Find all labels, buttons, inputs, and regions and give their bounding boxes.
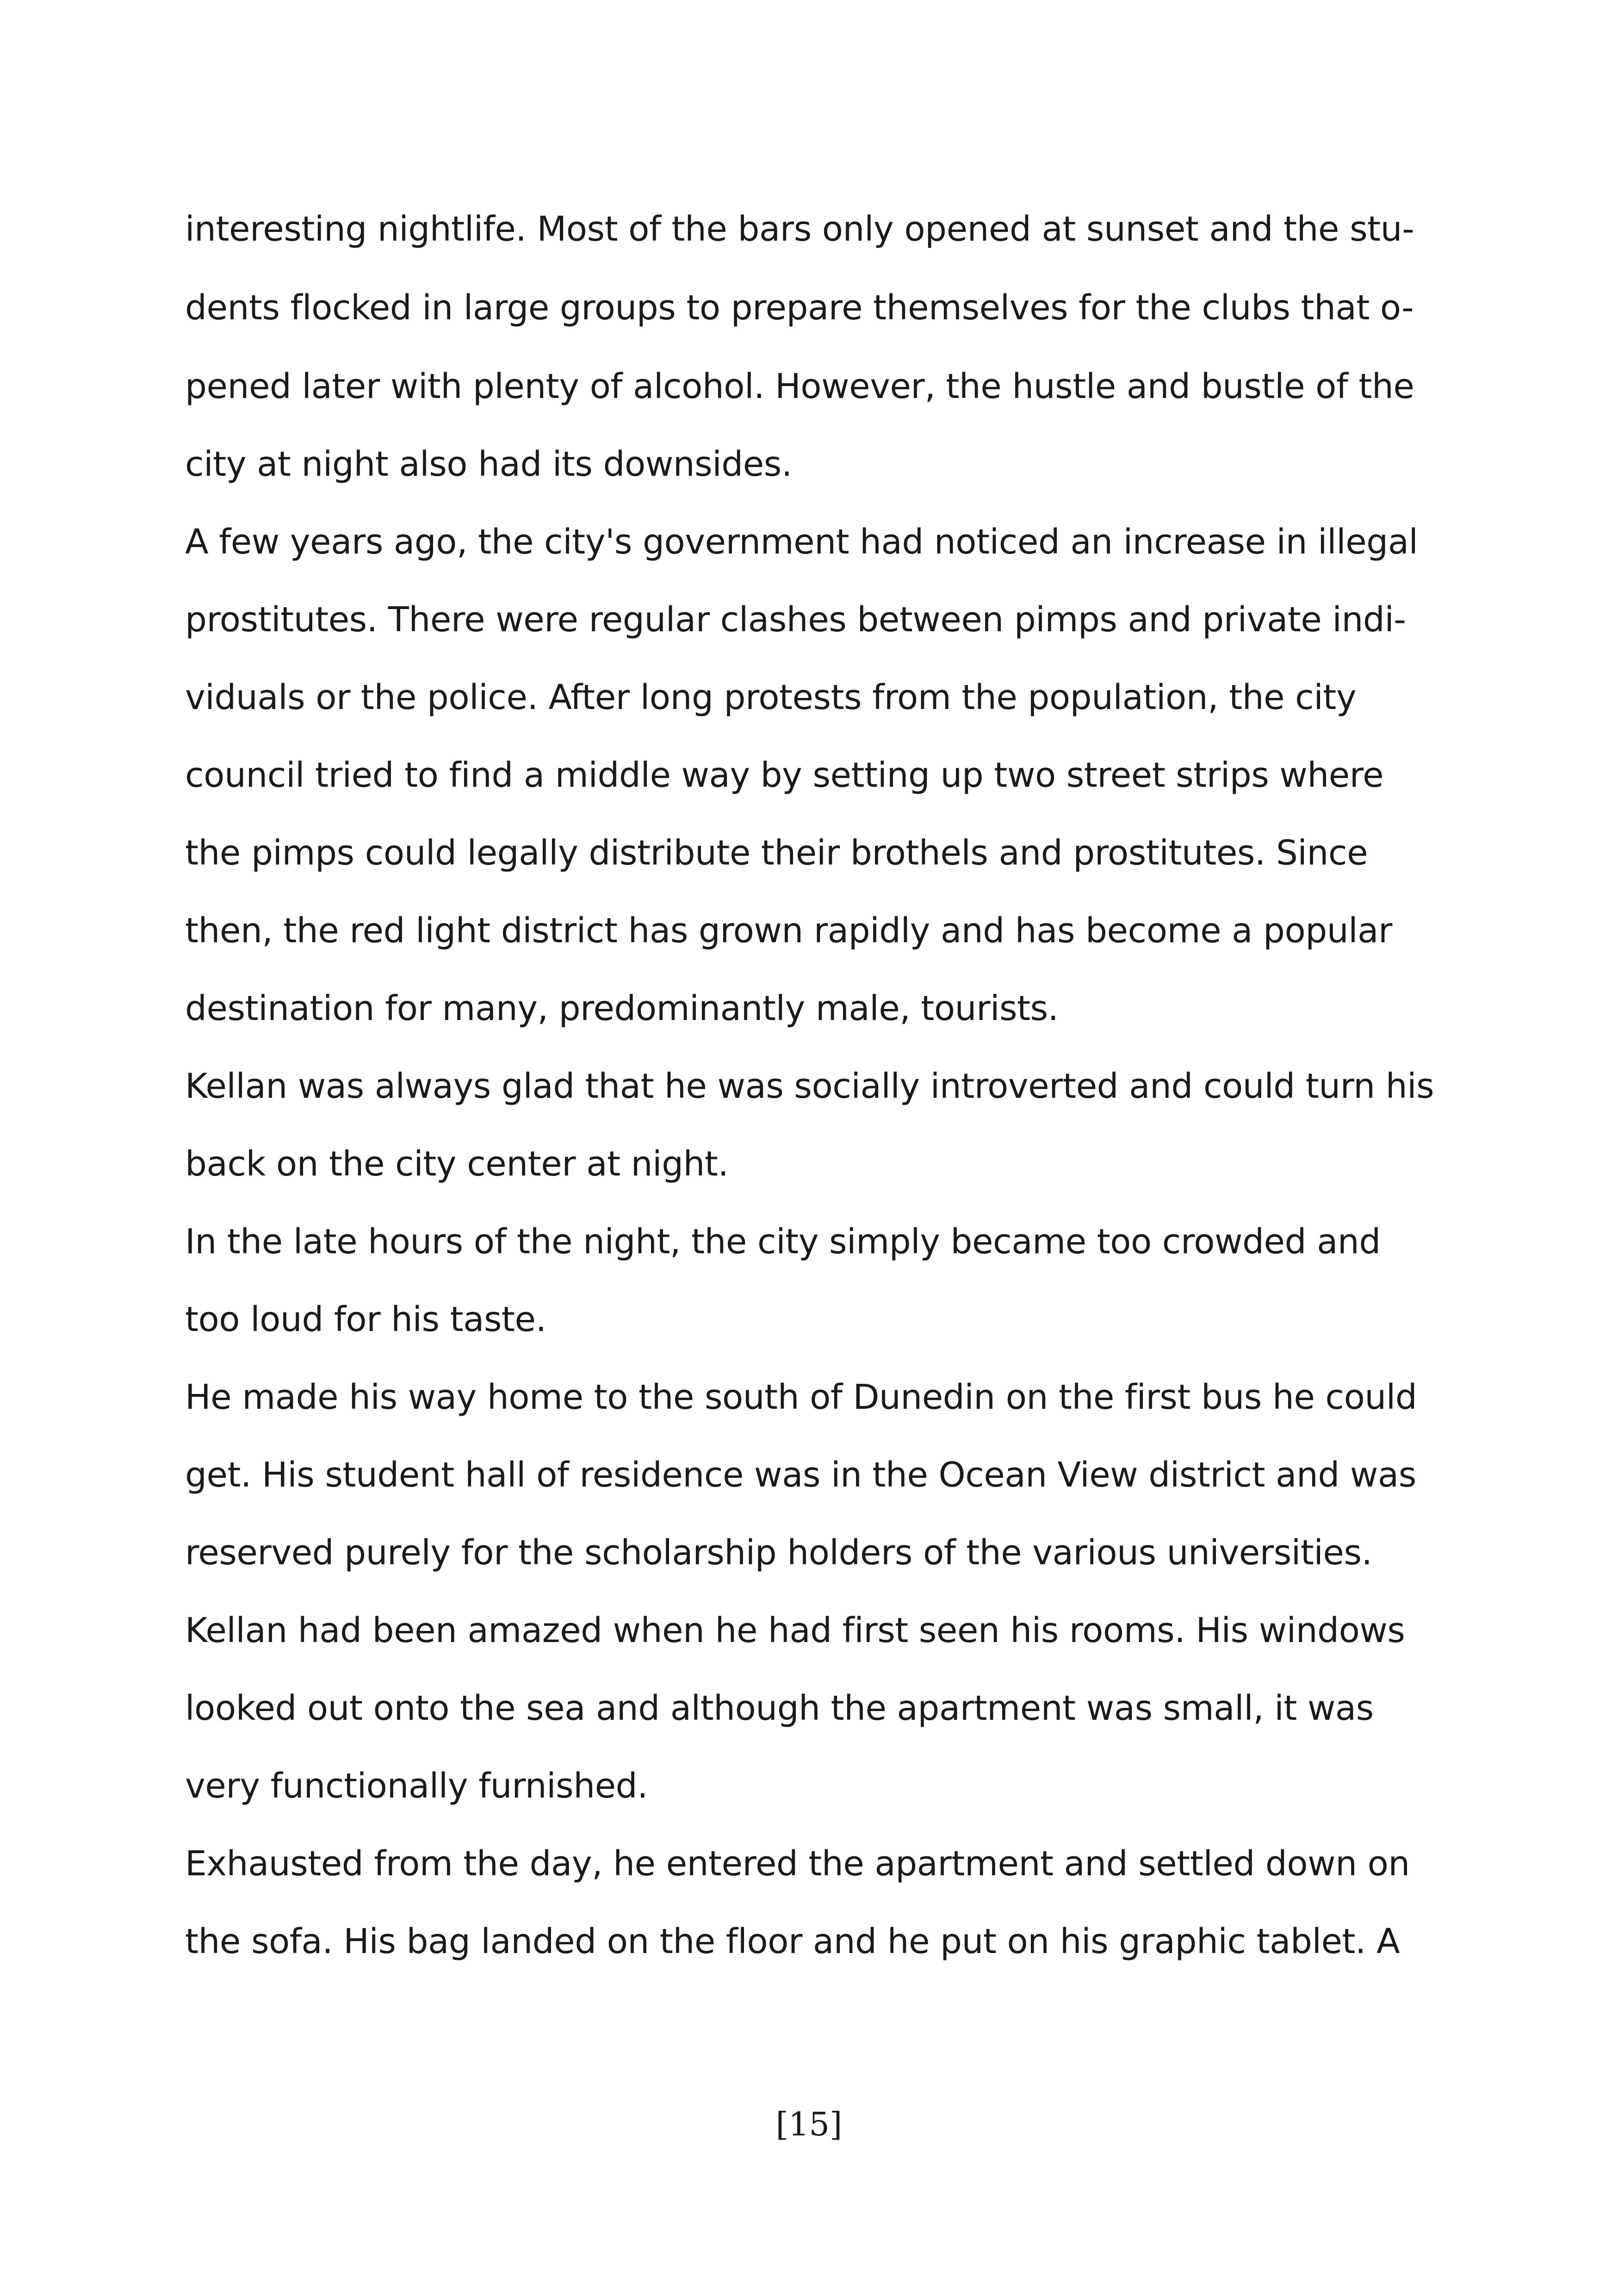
- text-line: city at night also had its downsides.: [185, 444, 792, 484]
- text-line: prostitutes. There were regular clashes between pimps and private indi-: [185, 600, 1406, 640]
- text-line: Kellan was always glad that he was socially introverted and could turn his: [185, 1066, 1434, 1106]
- text-line: dents flocked in large groups to prepare themselves for the clubs that o-: [185, 288, 1414, 328]
- text-line: He made his way home to the south of Dunedin on the first bus he could: [185, 1377, 1417, 1417]
- page-number: [15]: [775, 2105, 843, 2143]
- text-line: council tried to find a middle way by setting up two street strips where: [185, 755, 1384, 795]
- text-line: Kellan had been amazed when he had first seen his rooms. His windows: [185, 1611, 1405, 1650]
- text-line: pened later with plenty of alcohol. However, the hustle and bustle of the: [185, 367, 1414, 406]
- text-line: Exhausted from the day, he entered the apartment and settled down on: [185, 1844, 1410, 1884]
- text-line: back on the city center at night.: [185, 1144, 729, 1184]
- text-line: too loud for his taste.: [185, 1300, 546, 1339]
- text-line: reserved purely for the scholarship holders of the various universities.: [185, 1533, 1372, 1573]
- text-line: destination for many, predominantly male, tourists.: [185, 989, 1059, 1028]
- text-line: the pimps could legally distribute their brothels and prostitutes. Since: [185, 833, 1368, 873]
- text-line: interesting nightlife. Most of the bars only opened at sunset and the stu-: [185, 209, 1414, 249]
- text-line: looked out onto the sea and although the apartment was small, it was: [185, 1688, 1374, 1728]
- text-line: A few years ago, the city's government had noticed an increase in illegal: [185, 522, 1418, 562]
- text-line: In the late hours of the night, the city simply became too crowded and: [185, 1222, 1381, 1262]
- text-line: then, the red light district has grown rapidly and has become a popular: [185, 911, 1392, 951]
- text-line: very functionally furnished.: [185, 1766, 648, 1806]
- text-line: viduals or the police. After long protests from the population, the city: [185, 678, 1357, 717]
- text-line: get. His student hall of residence was in the Ocean View district and was: [185, 1455, 1416, 1495]
- text-line: the sofa. His bag landed on the floor and he put on his graphic tablet. A: [185, 1922, 1400, 1961]
